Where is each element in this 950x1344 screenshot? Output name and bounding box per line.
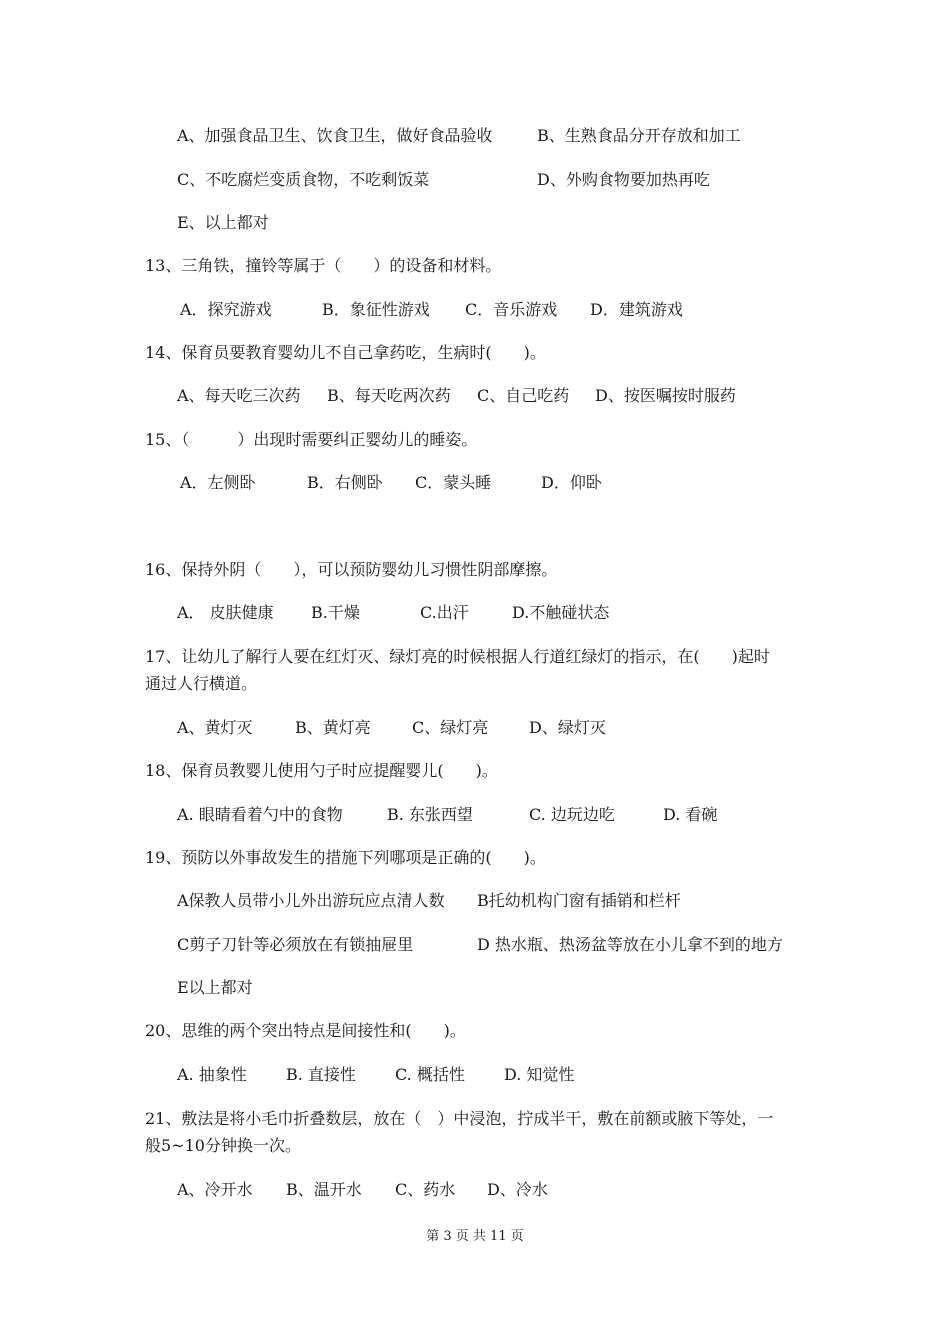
- question-18: 18、保育员教婴儿使用勺子时应提醒婴儿( )。: [145, 761, 498, 780]
- question-20: 20、思维的两个突出特点是间接性和( )。: [145, 1021, 466, 1040]
- q18-option-a: A. 眼睛看着勺中的食物: [177, 805, 343, 824]
- q18-option-d: D. 看碗: [663, 805, 718, 824]
- q13-option-c: C．音乐游戏: [465, 300, 558, 319]
- q21-option-b: B、温开水: [286, 1180, 362, 1199]
- q21-option-a: A、冷开水: [177, 1180, 253, 1199]
- q17-option-a: A、黄灯灭: [177, 718, 253, 737]
- line-opt-e: E、以上都对: [177, 213, 269, 232]
- q19-option-e: E以上都对: [177, 978, 253, 997]
- q17-option-c: C、绿灯亮: [412, 718, 489, 737]
- q14-option-b: B、每天吃两次药: [327, 386, 451, 405]
- q15-option-d: D．仰卧: [541, 473, 602, 492]
- q18-option-c: C. 边玩边吃: [529, 805, 615, 824]
- q14-option-a: A、每天吃三次药: [177, 386, 301, 405]
- question-17-line-1: 17、让幼儿了解行人要在红灯灭、绿灯亮的时候根据人行道红绿灯的指示，在( )起时: [145, 647, 770, 666]
- q13-option-b: B．象征性游戏: [322, 300, 430, 319]
- q15-option-c: C．蒙头睡: [415, 473, 492, 492]
- q19-option-c: C剪子刀针等必须放在有锁抽屉里: [177, 935, 414, 954]
- q19-option-b: B托幼机构门窗有插销和栏杆: [477, 891, 681, 910]
- q15-option-b: B．右侧卧: [307, 473, 383, 492]
- question-13: 13、三角铁，撞铃等属于（ ）的设备和材料。: [145, 256, 502, 275]
- q13-option-d: D．建筑游戏: [590, 300, 683, 319]
- question-15: 15、（ ）出现时需要纠正婴幼儿的睡姿。: [145, 430, 478, 449]
- question-19: 19、预防以外事故发生的措施下列哪项是正确的( )。: [145, 848, 546, 867]
- q16-option-b: B.干燥: [311, 603, 360, 622]
- q16-option-a: A． 皮肤健康: [177, 603, 274, 622]
- q16-option-d: D.不触碰状态: [512, 603, 610, 622]
- q19-option-d: D 热水瓶、热汤盆等放在小儿拿不到的地方: [477, 935, 783, 954]
- q14-option-d: D、按医嘱按时服药: [595, 386, 736, 405]
- line-opt-c: C、不吃腐烂变质食物，不吃剩饭菜: [177, 170, 430, 189]
- q13-option-a: A．探究游戏: [180, 300, 272, 319]
- q20-option-d: D. 知觉性: [504, 1065, 575, 1084]
- q20-option-a: A. 抽象性: [177, 1065, 247, 1084]
- q21-option-c: C、药水: [395, 1180, 456, 1199]
- question-14: 14、保育员要教育婴幼儿不自己拿药吃，生病时( )。: [145, 343, 546, 362]
- q15-option-a: A．左侧卧: [180, 473, 256, 492]
- q20-option-b: B. 直接性: [286, 1065, 356, 1084]
- line-opt-b: B、生熟食品分开存放和加工: [537, 126, 741, 145]
- q19-option-a: A保教人员带小儿外出游玩应点清人数: [177, 891, 445, 910]
- q21-option-d: D、冷水: [487, 1180, 548, 1199]
- q18-option-b: B. 东张西望: [387, 805, 473, 824]
- q20-option-c: C. 概括性: [395, 1065, 465, 1084]
- q17-option-d: D、绿灯灭: [529, 718, 606, 737]
- line-opt-d: D、外购食物要加热再吃: [537, 170, 710, 189]
- q17-option-b: B、黄灯亮: [295, 718, 371, 737]
- q14-option-c: C、自己吃药: [477, 386, 570, 405]
- question-21-line-2: 般5~10分钟换一次。: [145, 1136, 301, 1155]
- question-17-line-2: 通过人行横道。: [145, 674, 258, 693]
- page-footer: 第 3 页 共 11 页: [426, 1229, 524, 1244]
- question-16: 16、保持外阴（ ），可以预防婴幼儿习惯性阴部摩擦。: [145, 560, 558, 579]
- line-opt-a: A、加强食品卫生、饮食卫生，做好食品验收: [177, 126, 493, 145]
- q16-option-c: C.出汗: [420, 603, 469, 622]
- question-21-line-1: 21、敷法是将小毛巾折叠数层，放在（ ）中浸泡，拧成半干，敷在前额或腋下等处，一: [145, 1109, 774, 1128]
